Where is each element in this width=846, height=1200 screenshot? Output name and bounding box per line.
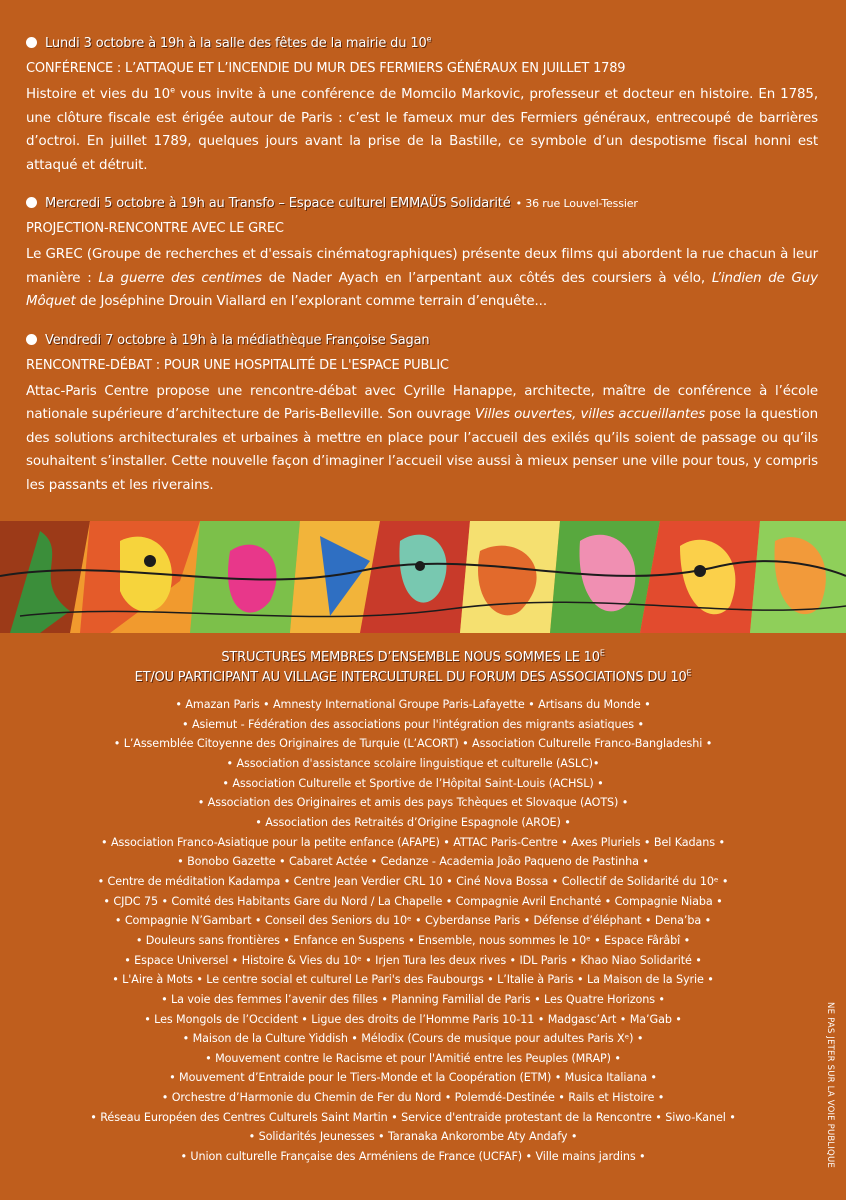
bullet-icon (26, 334, 37, 345)
member-line: • Réseau Européen des Centres Culturels Saint Martin • Service d'entraide protestant de la Rencontre • Siwo-Kanel • (90, 1110, 736, 1124)
member-line: • La voie des femmes l’avenir des filles • Planning Familial de Paris • Les Quatre Horizons • (161, 992, 665, 1006)
event-description: Attac-Paris Centre propose une rencontre-débat avec Cyrille Hanappe, architecte, maître de conférence à l’école nationale supérieure d’architecture de Paris-Belleville. Son ouvrage Villes ouvertes, villes accueillantes pose la question des solutions architecturales et urbaines à mettre en place pour l’accueil des exilés qu’ils soient de passage ou qu’ils souhaitent s’installer. Cette nouvelle façon d’imaginer l’accueil vise aussi à mieux penser une ville pour tous, y compris les passants et les riverains. (26, 383, 818, 493)
event-title: RENCONTRE-DÉBAT : POUR UNE HOSPITALITÉ DE L'ESPACE PUBLIC (26, 357, 449, 373)
side-notice: NE PAS JETER SUR LA VOIE PUBLIQUE (825, 1002, 835, 1168)
member-line: • Les Mongols de l’Occident • Ligue des droits de l’Homme Paris 10-11 • Madgasc’Art • Ma’Gab • (144, 1012, 682, 1026)
event-title: CONFÉRENCE : L’ATTAQUE ET L’INCENDIE DU MUR DES FERMIERS GÉNÉRAUX EN JUILLET 1789 (26, 61, 626, 76)
bullet-icon (26, 37, 37, 48)
member-line: • Union culturelle Française des Arméniens de France (UCFAF) • Ville mains jardins • (180, 1150, 646, 1164)
event-date-line: Lundi 3 octobre à 19h à la salle des fêtes de la mairie du 10e (26, 34, 818, 54)
member-line: • Centre de méditation Kadampa • Centre Jean Verdier CRL 10 • Ciné Nova Bossa • Collectif de Solidarité du 10ᵉ • (97, 874, 729, 888)
member-line: • Mouvement d’Entraide pour le Tiers-Monde et la Coopération (ETM) • Musica Italiana • (169, 1071, 657, 1085)
event-date-line (26, 194, 818, 214)
event-item (26, 331, 818, 498)
event-description: Le GREC (Groupe de recherches et d'essais cinématographiques) présente deux films qui abordent la rue chacun à leur manière : La guerre des centimes de Nader Ayach en l’arpentant aux côtés des coursiers à vélo, L’indien de Guy Môquet de Joséphine Drouin Viallard en l’explorant comme terrain d’enquête... (26, 247, 818, 309)
event-date: Vendredi 7 octobre à 19h à la médiathèque Françoise Sagan (45, 332, 430, 348)
member-line: • Douleurs sans frontières • Enfance en Suspens • Ensemble, nous sommes le 10ᵉ • Espace Fârâbî • (135, 933, 691, 947)
film-title: La guerre des centimes (98, 270, 262, 286)
event-description: Histoire et vies du 10e vous invite à une conférence de Momcilo Markovic, professeur et docteur en histoire. En 1785, une clôture fiscale est érigée autour de Paris : c’est le fameux mur des Fermiers généraux, entrecoupé de barrières d’octroi. En juillet 1789, quelques jours avant la prise de la Bastille, ce symbole d’un despotisme fiscal honni est attaqué et détruit. (26, 85, 818, 173)
member-line: • L'Aire à Mots • Le centre social et culturel Le Pari's des Faubourgs • L’Italie à Paris • La Maison de la Syrie • (112, 973, 714, 987)
event-address: • 36 rue Louvel-Tessier (515, 197, 638, 210)
member-line: • Association des Retraités d’Origine Espagnole (AROE) • (255, 815, 571, 829)
members-heading: STRUCTURES MEMBRES D’ENSEMBLE NOUS SOMMES LE $10^E$ ET/OU PARTICIPANT AU VILLAGE INTERCULTUREL DU FORUM DES ASSOCIATIONS DU $10^E$ (134, 648, 692, 685)
event-date: Mercredi 5 octobre à 19h au Transfo – Espace culturel EMMAÜS Solidarité (45, 196, 511, 211)
book-title: Villes ouvertes, villes accueillantes (475, 407, 706, 422)
member-line: • Amazan Paris • Amnesty International Groupe Paris-Lafayette • Artisans du Monde • (175, 698, 651, 711)
member-structures-section (20, 648, 806, 1167)
member-line: • Association des Originaires et amis des pays Tchèques et Slovaque (AOTS) • (197, 796, 629, 810)
member-line: • L’Assemblée Citoyenne des Originaires de Turquie (L’ACORT) • Association Culturelle Franco-Bangladeshi • (113, 737, 713, 751)
member-line: • Association Franco-Asiatique pour la petite enfance (AFAPE) • ATTAC Paris-Centre • Axes Pluriels • Bel Kadans • (101, 835, 725, 849)
member-line: • Solidarités Jeunesses • Taranaka Ankorombe Aty Andafy • (248, 1130, 578, 1144)
member-line: • Bonobo Gazette • Cabaret Actée • Cedanze - Academia João Paqueno de Pastinha • (177, 855, 649, 869)
event-item (26, 34, 818, 177)
member-line: • Asiemut - Fédération des associations pour l'intégration des migrants asiatiques • (182, 717, 644, 731)
event-item (26, 194, 818, 314)
member-line: • Compagnie N’Gambart • Conseil des Seniors du 10ᵉ • Cyberdanse Paris • Défense d’éléphant • Dena’ba • (114, 914, 712, 928)
member-line: • CJDC 75 • Comité des Habitants Gare du Nord / La Chapelle • Compagnie Avril Enchanté • Compagnie Niaba • (103, 894, 723, 908)
member-line: • Espace Universel • Histoire & Vies du 10ᵉ • Irjen Tura les deux rives • IDL Paris • Khao Niao Solidarité • (124, 953, 702, 967)
member-line: • Mouvement contre le Racisme et pour l'Amitié entre les Peuples (MRAP) • (205, 1051, 621, 1065)
event-date: Lundi 3 octobre à 19h à la salle des fêtes de la mairie du 10 (45, 36, 427, 51)
event-date-line (26, 331, 818, 351)
event-title: PROJECTION-RENCONTRE AVEC LE GREC (26, 221, 284, 236)
events-section (26, 34, 818, 514)
member-line: • Orchestre d’Harmonie du Chemin de Fer du Nord • Polemdé-Destinée • Rails et Histoire • (161, 1091, 665, 1105)
members-list (20, 695, 806, 1167)
member-line: • Maison de la Culture Yiddish • Mélodix (Cours de musique pour adultes Paris Xᵉ) • (182, 1032, 644, 1046)
decorative-artwork-banner (0, 521, 846, 633)
painting-image (0, 521, 846, 633)
film-title: L’indien de Guy Môquet (26, 270, 818, 309)
member-line: • Association Culturelle et Sportive de l’Hôpital Saint-Louis (ACHSL) • (222, 776, 604, 790)
bullet-icon (26, 197, 37, 208)
member-line: • Association d'assistance scolaire linguistique et culturelle (ASLC)• (226, 756, 600, 770)
